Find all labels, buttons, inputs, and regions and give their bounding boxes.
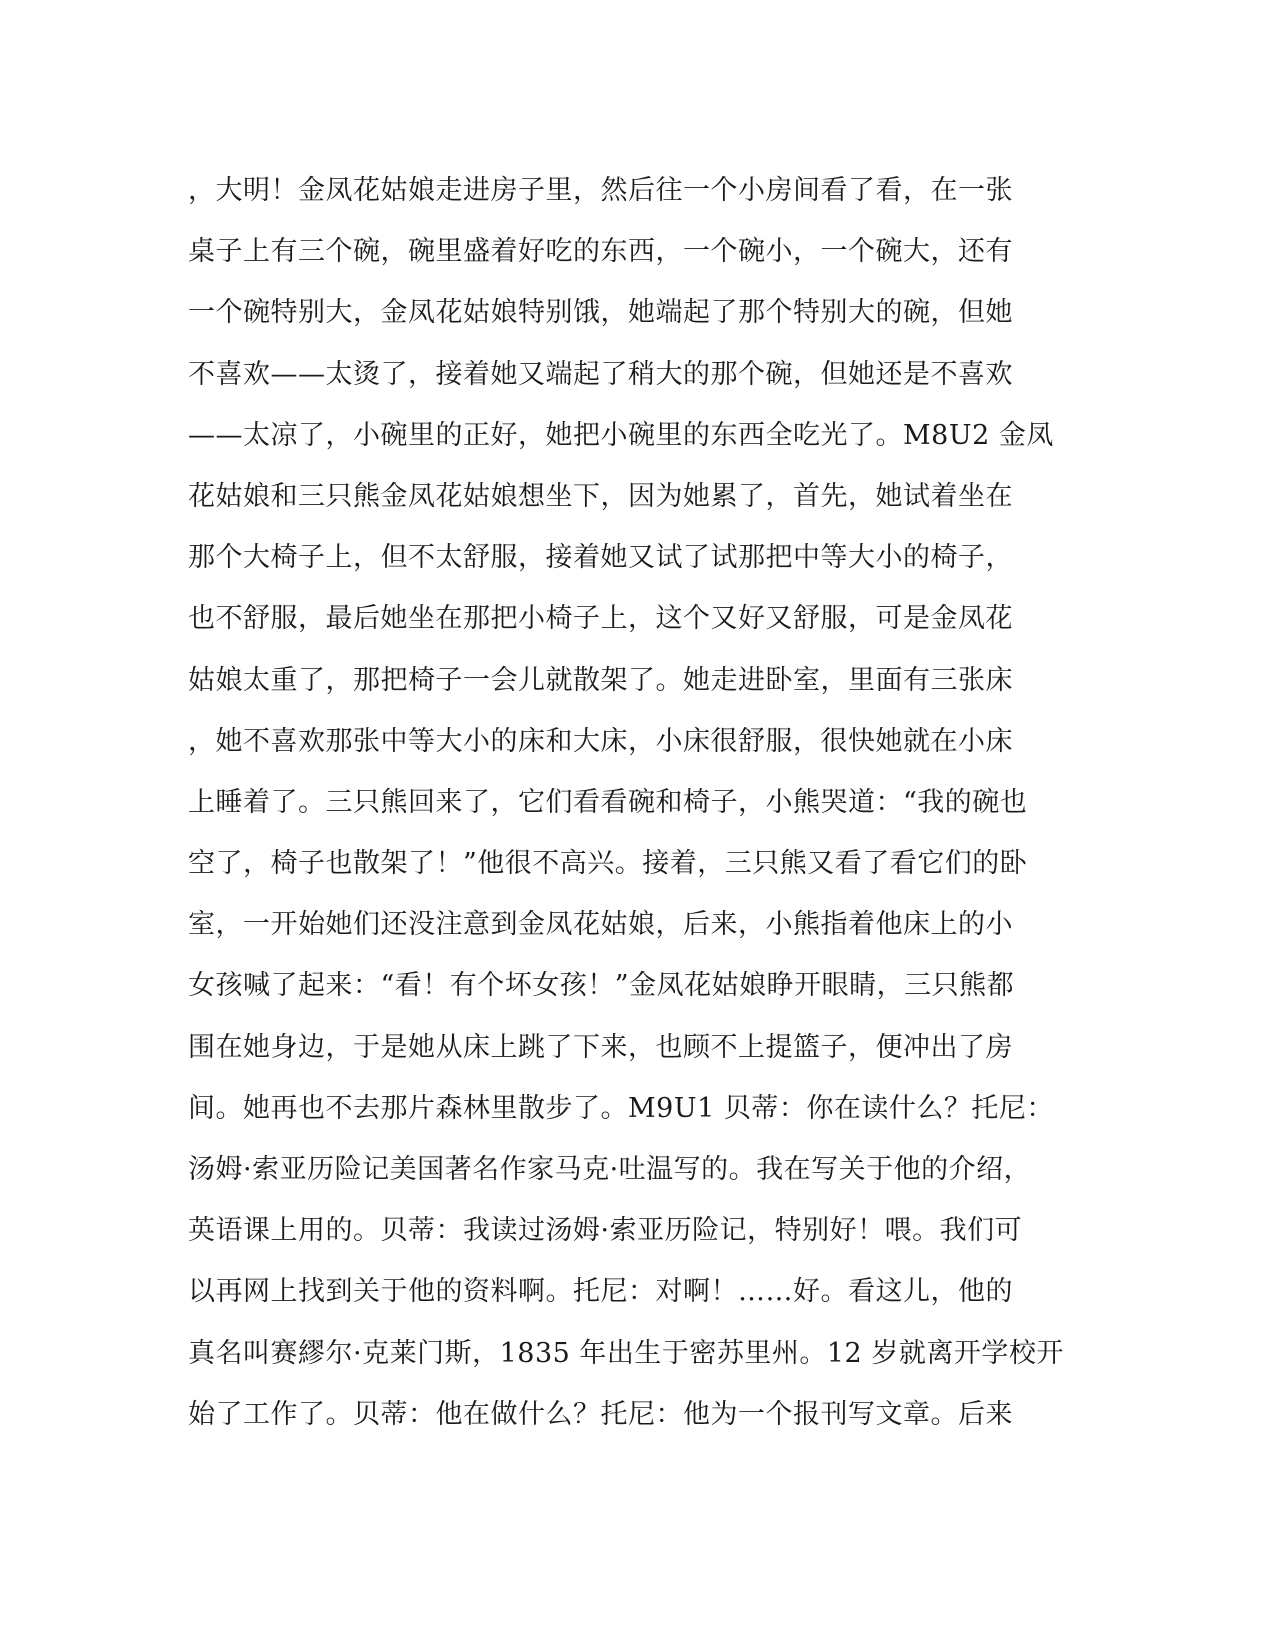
text-line: 一个碗特别大，金凤花姑娘特别饿，她端起了那个特别大的碗，但她 [188, 297, 1013, 329]
text-line: 上睡着了。三只熊回来了，它们看看碗和椅子，小熊哭道：“我的碗也 [188, 786, 1028, 818]
text-line: 始了工作了。贝蒂：他在做什么？托尼：他为一个报刊写文章。后来 [188, 1398, 1013, 1430]
text-line: 不喜欢——太烫了，接着她又端起了稍大的那个碗，但她还是不喜欢 [188, 358, 1013, 390]
text-line: 真名叫赛繆尔·克莱门斯，1835 年出生于密苏里州。12 岁就离开学校开 [188, 1337, 1064, 1369]
text-line: ，她不喜欢那张中等大小的床和大床，小床很舒服，很快她就在小床 [188, 725, 1013, 757]
text-line: ，大明！金凤花姑娘走进房子里，然后往一个小房间看了看，在一张 [188, 175, 1013, 206]
text-line: 以再网上找到关于他的资料啊。托尼：对啊！……好。看这儿，他的 [188, 1276, 1013, 1308]
text-line: 汤姆·索亚历险记美国著名作家马克·吐温写的。我在写关于他的介绍， [188, 1154, 1032, 1185]
body-text [188, 160, 1088, 1445]
text-line: 围在她身边，于是她从床上跳了下来，也顾不上提篮子，便冲出了房 [188, 1031, 1013, 1063]
text-line: 室，一开始她们还没注意到金凤花姑娘，后来，小熊指着他床上的小 [188, 909, 1013, 941]
text-line: 花姑娘和三只熊金凤花姑娘想坐下，因为她累了，首先，她试着坐在 [188, 480, 1013, 512]
text-line: 姑娘太重了，那把椅子一会儿就散架了。她走进卧室，里面有三张床 [188, 664, 1013, 696]
text-line: 也不舒服，最后她坐在那把小椅子上，这个又好又舒服，可是金凤花 [188, 603, 1013, 635]
text-line: 那个大椅子上，但不太舒服，接着她又试了试那把中等大小的椅子， [188, 542, 1013, 574]
text-line: 英语课上用的。贝蒂：我读过汤姆·索亚历险记，特别好！喂。我们可 [188, 1215, 1023, 1247]
text-line: 女孩喊了起来：“看！有个坏女孩！”金凤花姑娘睁开眼睛，三只熊都 [188, 970, 1015, 1002]
text-line: 桌子上有三个碗，碗里盛着好吃的东西，一个碗小，一个碗大，还有 [188, 236, 1013, 268]
text-line: 空了，椅子也散架了！”他很不高兴。接着，三只熊又看了看它们的卧 [188, 848, 1028, 880]
text-line: ——太凉了，小碗里的正好，她把小碗里的东西全吃光了。M8U2 金凤 [188, 419, 1054, 451]
text-line: 间。她再也不去那片森林里散步了。M9U1 贝蒂：你在读什么？托尼： [188, 1092, 1054, 1124]
